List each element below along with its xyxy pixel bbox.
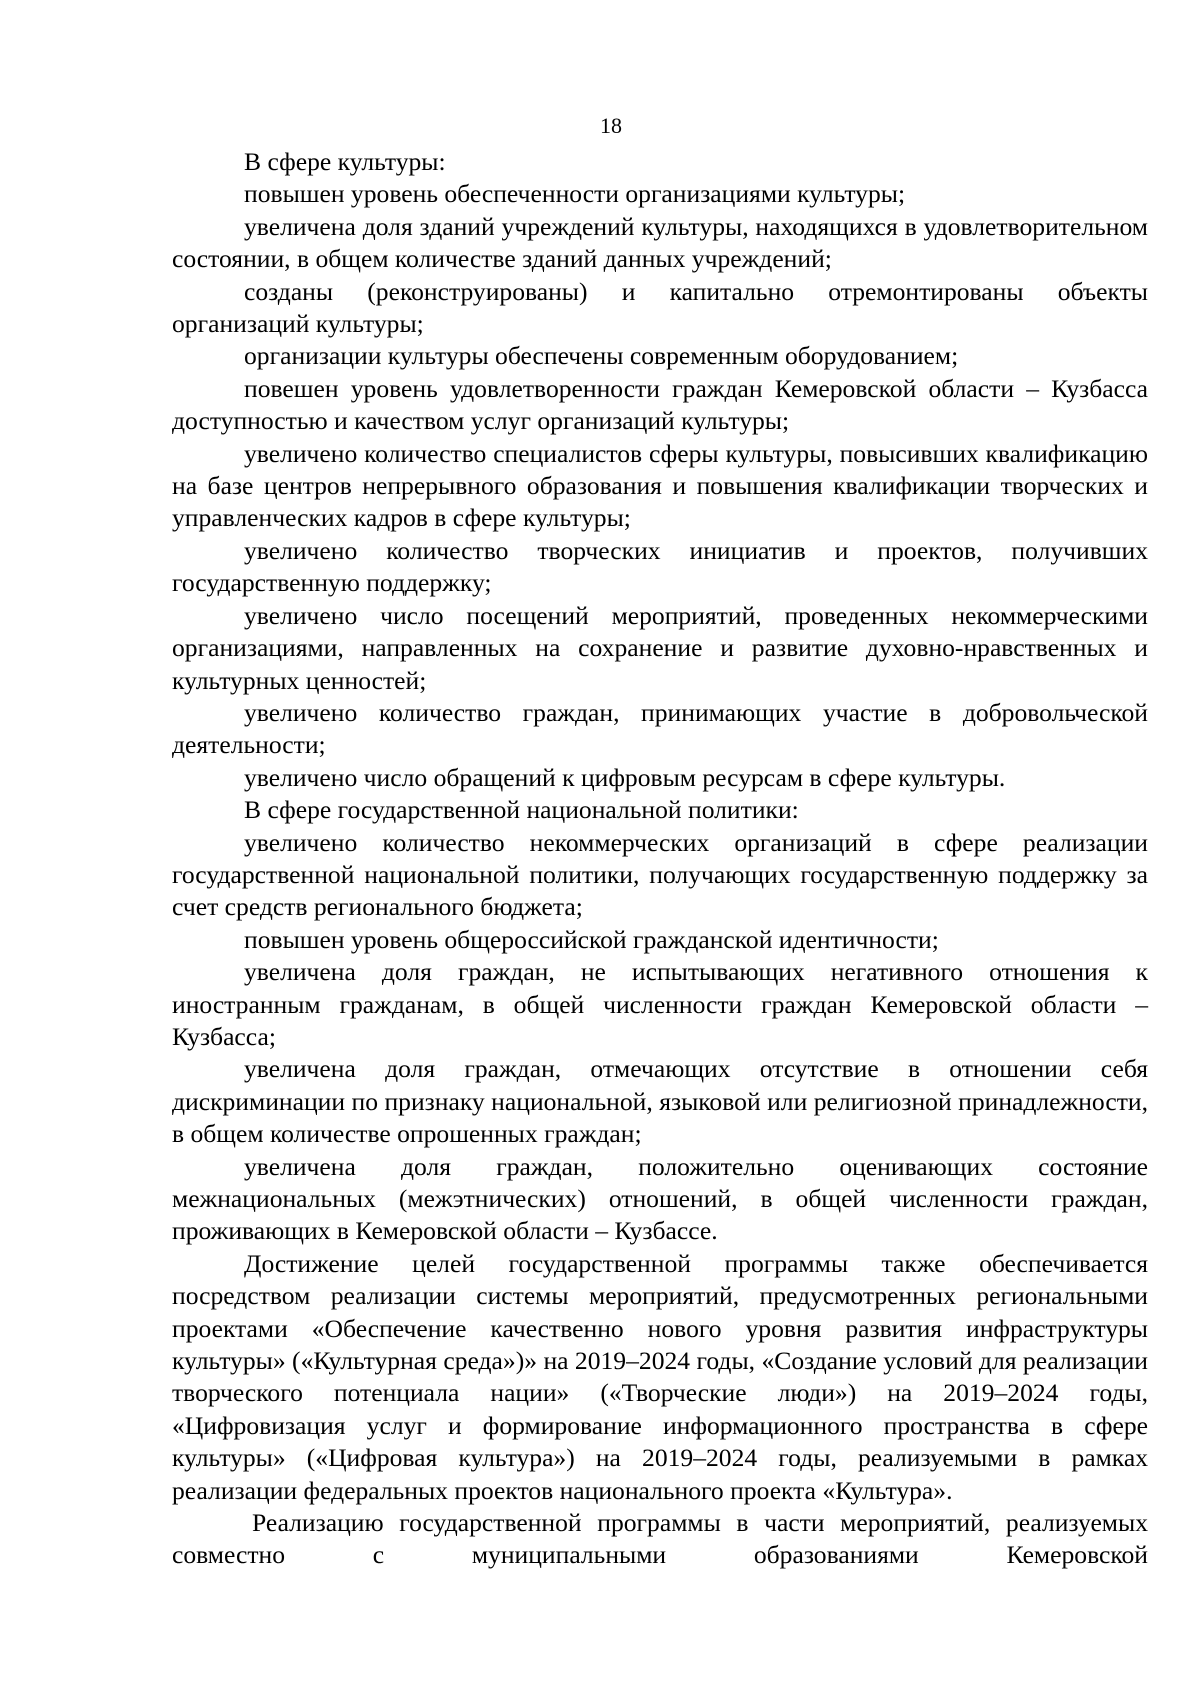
page-number: 18 [600, 113, 622, 138]
list-item: увеличено число обращений к цифровым ресурсам в сфере культуры. [244, 762, 1006, 792]
list-item: увеличено количество творческих инициатив и проектов, получивших государственную поддержку; [172, 535, 1148, 598]
list-item: увеличено число посещений мероприятий, проведенных некоммерческими организациями, направленных на сохранение и развитие духовно-нравственных и культурных ценностей; [172, 600, 1148, 695]
list-item: увеличена доля граждан, отмечающих отсутствие в отношении себя дискриминации по признаку национальной, языковой или религиозной принадлежности, в общем количестве опрошенных граждан; [172, 1054, 1148, 1149]
list-item: организации культуры обеспечены современным оборудованием; [244, 341, 959, 371]
list-item: увеличена доля граждан, не испытывающих негативного отношения к иностранным гражданам, в общей численности граждан Кемеровской области – Кузбасса; [172, 957, 1148, 1051]
body-paragraph: Реализацию государственной программы в части мероприятий, реализуемых совместно с муниципальными образованиями Кемеровской [172, 1508, 1148, 1570]
list-item: увеличена доля зданий учреждений культуры, находящихся в удовлетворительном состоянии, в общем количестве зданий данных учреждений; [172, 211, 1148, 274]
list-item: повешен уровень удовлетворенности граждан Кемеровской области – Кузбасса доступностью и качеством услуг организаций культуры; [172, 373, 1148, 436]
list-item: увеличено количество некоммерческих организаций в сфере реализации государственной национальной политики, получающих государственную поддержку за счет средств регионального бюджета; [172, 827, 1148, 922]
list-item: повышен уровень обеспеченности организациями культуры; [244, 179, 906, 209]
section-heading-national-policy: В сфере государственной национальной политики: [244, 795, 799, 825]
list-item: созданы (реконструированы) и капитально отремонтированы объекты организаций культуры; [172, 276, 1148, 339]
list-item: увеличено количество специалистов сферы культуры, повысивших квалификацию на базе центров непрерывного образования и повышения квалификации творческих и управленческих кадров в сфере культуры; [172, 438, 1148, 533]
list-item: увеличена доля граждан, положительно оценивающих состояние межнациональных (межэтнических) отношений, в общей численности граждан, проживающих в Кемеровской области – Кузбассе. [172, 1151, 1148, 1246]
list-item: увеличено количество граждан, принимающих участие в добровольческой деятельности; [172, 697, 1148, 760]
list-item: повышен уровень общероссийской гражданской идентичности; [244, 924, 939, 954]
body-paragraph: Достижение целей государственной программы также обеспечивается посредством реализации системы мероприятий, предусмотренных региональными проектами «Обеспечение качественно нового уровня развития инфраструктуры культуры» («Культурная среда»)» на 2019–2024 годы, «Создание условий для реализации творческого потенциала нации» («Творческие люди») на 2019–2024 годы, «Цифровизация услуг и формирование информационного пространства в сфере культуры» («Цифровая культура») на 2019–2024 годы, реализуемыми в рамках реализации федеральных проектов национального проекта «Культура». [172, 1248, 1148, 1505]
section-heading-culture: В сфере культуры: [244, 147, 446, 176]
document-body [172, 146, 1148, 1572]
